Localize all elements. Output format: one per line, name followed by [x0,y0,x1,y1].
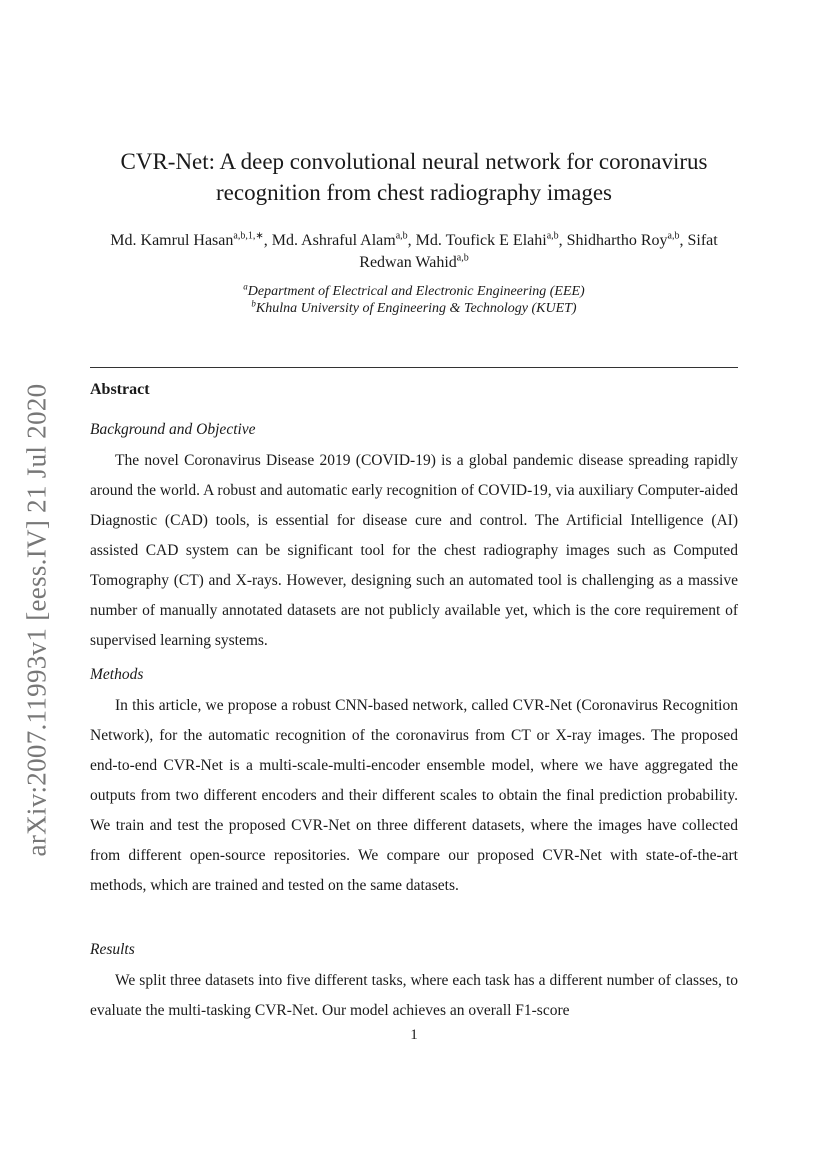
horizontal-rule [90,367,738,368]
title-line-1: CVR-Net: A deep convolutional neural network for coronavirus [120,149,708,174]
author: Md. Ashraful Alam$^{a,b}$, [271,230,416,249]
affiliation: $^a$Department of Electrical and Electronic Engineering (EEE) [243,281,585,299]
author: Md. Kamrul Hasan$^{a,b,1,∗}$, [110,230,272,249]
arxiv-stamp [12,370,62,870]
abstract-heading: Abstract [90,381,150,398]
affiliation: $^b$Khulna University of Engineering & Technology (KUET) [251,298,577,316]
methods-paragraph: In this article, we propose a robust CNN-based network, called CVR-Net (Coronavirus Recognition Network), for the automatic recognition of the coronavirus from CT or X-ray images. The proposed end-to-end CVR-Net is a multi-scale-multi-encoder ensemble model, where we have aggregated the outputs from two different encoders and their different scales to obtain the final prediction probability. We train and test the proposed CVR-Net on three different datasets, where the images have collected from different open-source repositories. We compare our proposed CVR-Net with state-of-the-art methods, which are trained and tested on the same datasets. [90,697,738,894]
paper-title [90,146,738,208]
author: Md. Toufick E Elahi$^{a,b}$, [415,230,567,249]
title-line-2: recognition from chest radiography images [216,180,612,205]
page-number: 1 [410,1027,418,1043]
affiliations [150,283,678,317]
author: Sifat Redwan Wahid$^{a,b}$ [359,232,718,271]
results-label: Results [90,941,135,958]
author: Shidhartho Roy$^{a,b}$, [566,230,688,249]
background-paragraph: The novel Coronavirus Disease 2019 (COVID-19) is a global pandemic disease spreading rapidly around the world. A robust and automatic early recognition of COVID-19, via auxiliary Computer-aided Diagnostic (CAD) tools, is essential for disease cure and control. The Artificial Intelligence (AI) assisted CAD system can be significant tool for the chest radiography images such as Computed Tomography (CT) and X-rays. However, designing such an automated tool is challenging as a massive number of manually annotated datasets are not publicly available yet, which is the core requirement of supervised learning systems. [90,452,738,649]
methods-label: Methods [90,666,144,683]
arxiv-identifier: arXiv:2007.11993v1 [eess.IV] 21 Jul 2020 [21,383,52,857]
author-list [100,230,728,274]
background-label: Background and Objective [90,421,256,438]
results-paragraph: We split three datasets into five different tasks, where each task has a different number of classes, to evaluate the multi-tasking CVR-Net. Our model achieves an overall F1-score [90,972,738,1019]
